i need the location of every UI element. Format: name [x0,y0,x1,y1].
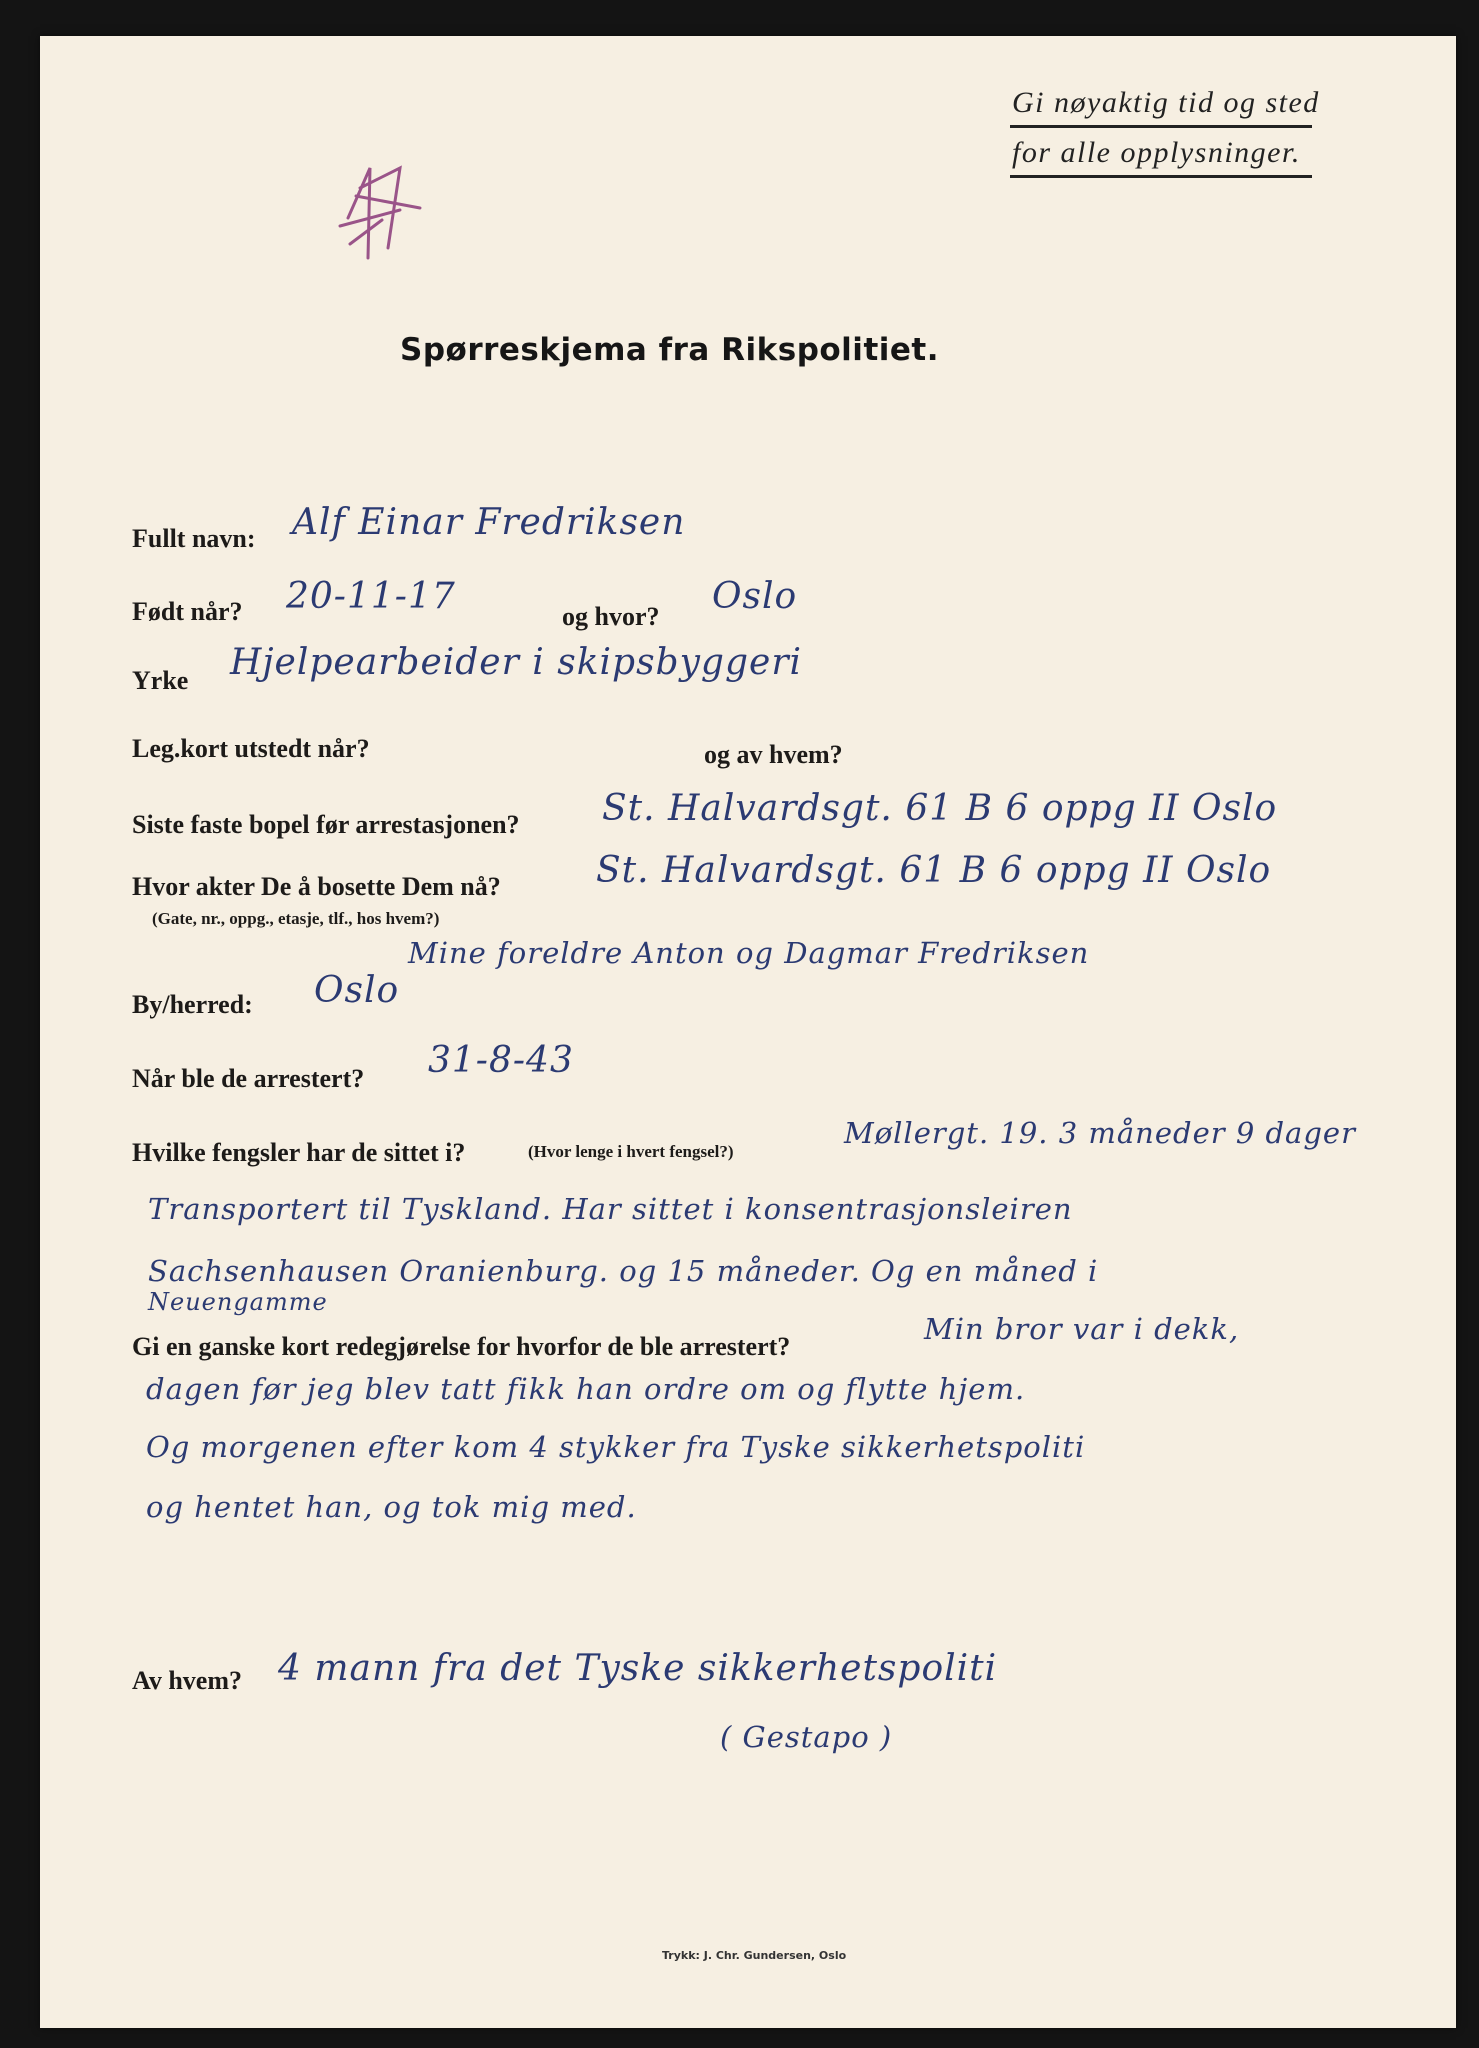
value-prisons-2: Transportert til Tyskland. Har sittet i konsentrasjonsleiren [148,1192,1073,1226]
corner-underline-2 [1010,175,1312,178]
printer-imprint: Trykk: J. Chr. Gundersen, Oslo [662,1949,847,1962]
corner-note-line2: for alle opplysninger. [1012,136,1301,169]
value-prisons-1: Møllergt. 19. 3 måneder 9 dager [844,1116,1356,1150]
label-full-name: Fullt navn: [132,524,256,553]
value-why-4: og hentet han, og tok mig med. [146,1490,637,1524]
label-born-where: og hvor? [562,602,660,631]
label-idcard-by: og av hvem? [704,740,843,769]
value-why-1: Min bror var i dekk, [924,1312,1240,1346]
corner-note-line1: Gi nøyaktig tid og sted [1012,86,1320,119]
label-occupation: Yrke [132,666,189,695]
label-settle-sub: (Gate, nr., oppg., etasje, tlf., hos hvem?) [152,909,440,928]
value-occupation: Hjelpearbeider i skipsbyggeri [230,642,803,683]
value-full-name: Alf Einar Fredriksen [292,502,686,543]
value-last-address: St. Halvardsgt. 61 B 6 oppg II Oslo [602,788,1278,829]
value-prisons-3: Sachsenhausen Oranienburg. og 15 måneder. Og en måned i [148,1254,1099,1288]
label-prisons: Hvilke fengsler har de sittet i? [132,1138,466,1167]
margin-mark-icon [330,148,440,278]
value-by-whom: 4 mann fra det Tyske sikkerhetspoliti [278,1648,998,1689]
value-why-3: Og morgenen efter kom 4 stykker fra Tyske sikkerhetspoliti [146,1430,1086,1464]
value-settle-with: Mine foreldre Anton og Dagmar Fredriksen [408,936,1090,970]
label-born-when: Født når? [132,597,243,626]
value-by-whom-2: ( Gestapo ) [720,1720,893,1754]
value-why-2: dagen før jeg blev tatt fikk han ordre om og flytte hjem. [146,1372,1026,1406]
label-last-address: Siste faste bopel før arrestasjonen? [132,810,520,839]
form-title: Spørreskjema fra Rikspolitiet. [400,332,940,368]
label-arrested: Når ble de arrestert? [132,1064,365,1093]
label-idcard-when: Leg.kort utstedt når? [132,734,370,763]
value-settle: St. Halvardsgt. 61 B 6 oppg II Oslo [596,850,1272,891]
value-arrested: 31-8-43 [428,1040,574,1081]
value-born-where: Oslo [712,576,798,617]
value-born-when: 20-11-17 [286,576,456,617]
label-by-whom: Av hvem? [132,1666,243,1695]
label-town: By/herred: [132,990,253,1019]
corner-underline-1 [1010,125,1312,128]
questionnaire-sheet [40,36,1456,2028]
label-settle: Hvor akter De å bosette Dem nå? [132,872,501,901]
value-town: Oslo [314,970,400,1011]
value-prisons-4: Neuengamme [148,1288,328,1316]
label-why: Gi en ganske kort redegjørelse for hvorfor de ble arrestert? [132,1332,791,1361]
label-prisons-sub: (Hvor lenge i hvert fengsel?) [528,1142,734,1161]
